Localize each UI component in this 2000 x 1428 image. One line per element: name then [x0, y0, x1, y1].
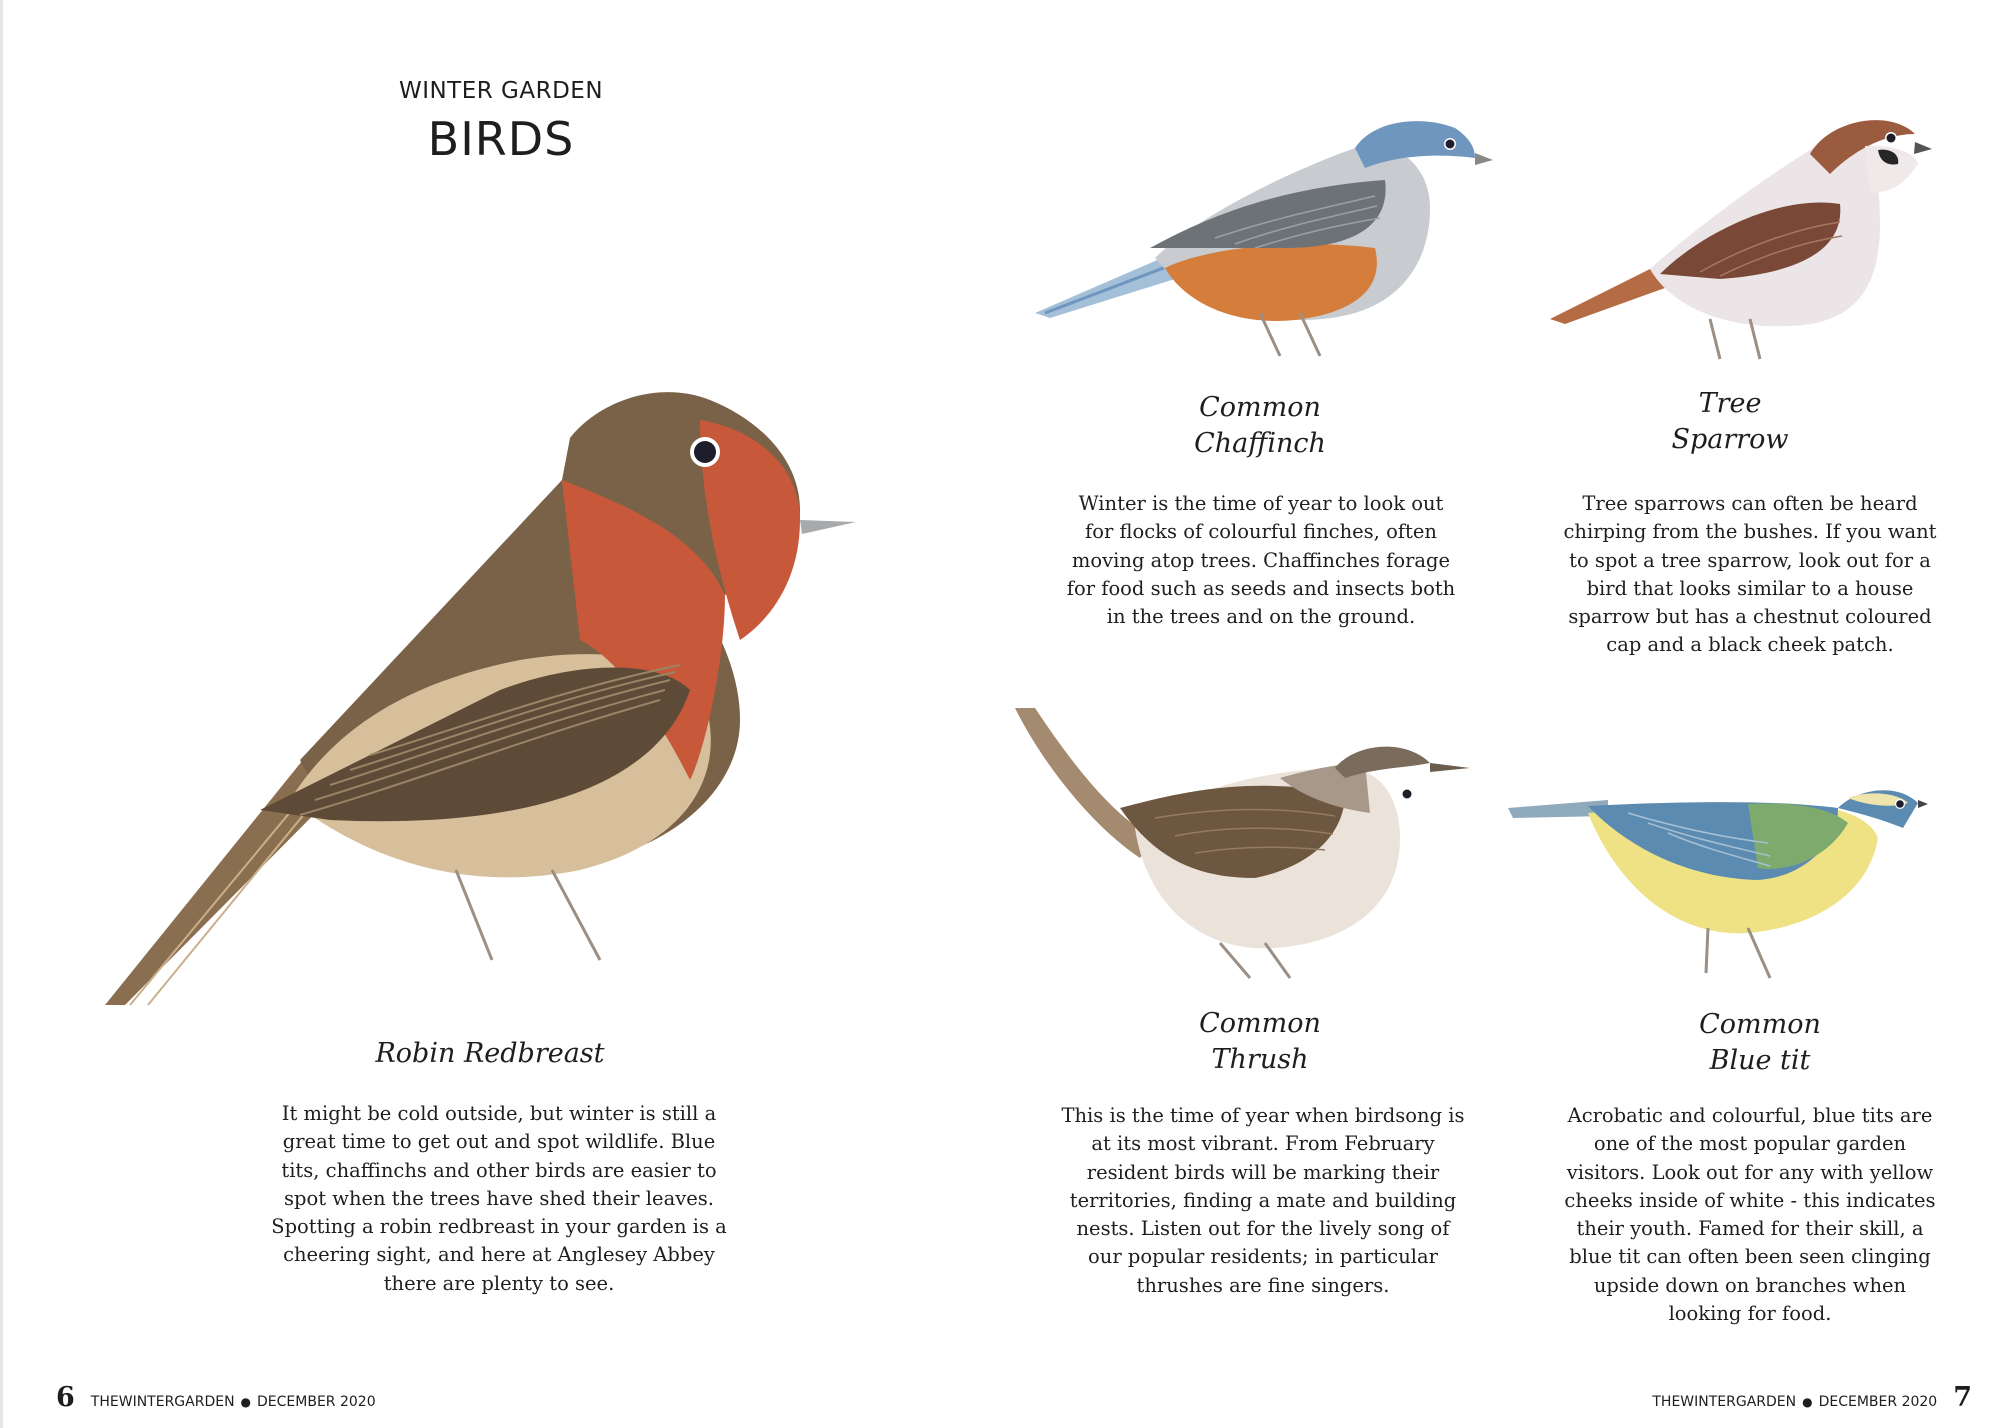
tree-sparrow-name: Tree Sparrow — [1671, 388, 1789, 455]
right-page-footer — [1652, 1382, 1972, 1413]
blue-tit-name: Common Blue tit — [1699, 1009, 1821, 1076]
right-footer-separator: ● — [1802, 1395, 1813, 1409]
chaffinch-name: Common Chaffinch — [1194, 392, 1326, 459]
left-footer-brand: THEWINTERGARDEN — [90, 1394, 235, 1410]
robin-name: Robin Redbreast — [375, 1038, 605, 1069]
page-edge — [0, 0, 3, 1428]
tree-sparrow-description: Tree sparrows can often be heard chirping from the bushes. If you want to spot a tree sparrow, look out for a bird that looks similar to a house sparrow but has a chestnut coloured cap and a black cheek patch. — [1563, 492, 1937, 657]
robin-illustration — [100, 360, 820, 1020]
left-page-number: 6 — [56, 1382, 75, 1413]
right-footer-brand: THEWINTERGARDEN — [1652, 1394, 1797, 1410]
right-footer-date: DECEMBER 2020 — [1818, 1394, 1938, 1410]
thrush-name: Common Thrush — [1199, 1008, 1321, 1075]
thrush-description: This is the time of year when birdsong is at its most vibrant. From February resident birds will be marking their territories, finding a mate and building nests. Listen out for the lively song of our popular residents; in particular thrushes are fine singers. — [1061, 1104, 1465, 1297]
chaffinch-illustration — [1035, 108, 1495, 358]
left-footer-separator: ● — [240, 1395, 252, 1409]
robin-description: It might be cold outside, but winter is still a great time to get out and spot wildlife. Blue tits, chaffinchs and other birds are easier to spot when the trees have shed their leaves. Spotting a robin redbreast in your garden is a cheering sight, and here at Anglesey Abbey there are plenty to see. — [271, 1102, 727, 1295]
chaffinch-description: Winter is the time of year to look out for flocks of colourful finches, often moving atop trees. Chaffinches forage for food such as seeds and insects both in the trees and on the ground. — [1066, 492, 1456, 629]
blue-tit-description: Acrobatic and colourful, blue tits are one of the most popular garden visitors. Look out for any with yellow cheeks inside of white - this indicates their youth. Famed for their skill, a blue tit can often been seen clinging upside down on branches when looking for food. — [1564, 1104, 1936, 1326]
left-page-footer — [56, 1382, 376, 1413]
tree-sparrow-illustration — [1550, 104, 1920, 364]
article-title: BIRDS — [427, 112, 575, 166]
blue-tit-illustration — [1508, 768, 1928, 978]
thrush-illustration — [1015, 708, 1475, 998]
article-kicker: WINTER GARDEN — [398, 78, 604, 104]
left-footer-date: DECEMBER 2020 — [257, 1394, 376, 1410]
right-page-number: 7 — [1953, 1382, 1972, 1413]
